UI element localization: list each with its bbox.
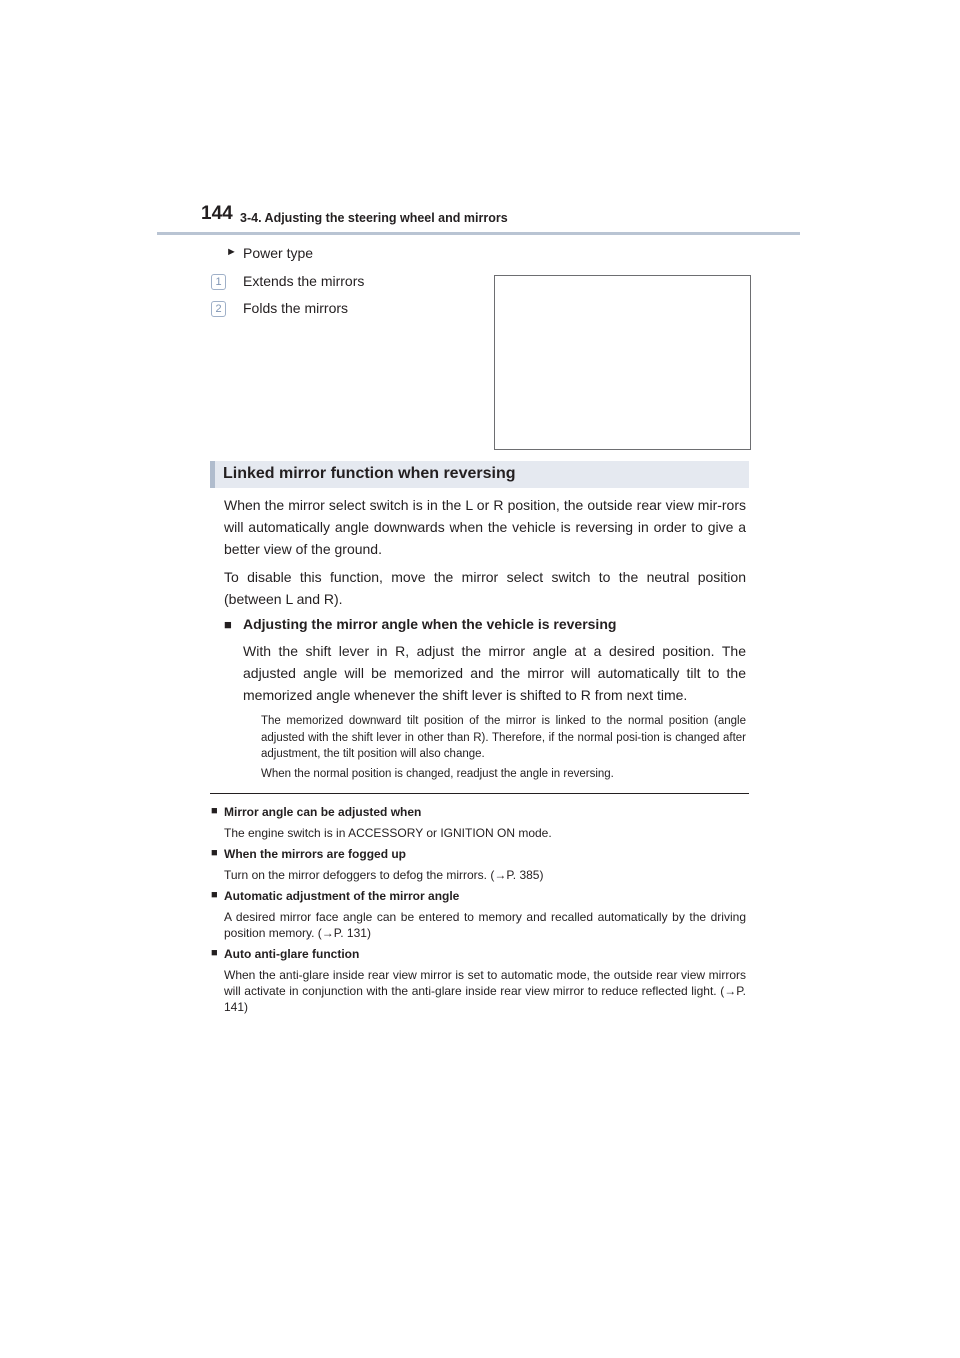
note-body: A desired mirror face angle can be entered to memory and recalled automatically by the driving position memory. (→P. 131): [224, 910, 746, 940]
header-rule: [157, 232, 800, 235]
paragraph: To disable this function, move the mirror select switch to the neutral position (between L and R).: [224, 569, 746, 607]
square-bullet-icon: ■: [211, 889, 218, 901]
note-paragraph: The memorized downward tilt position of the mirror is linked to the normal position (angle adjusted with the shift lever in other than R). Therefore, if the normal posi-tion is changed after adjustment, the tilt position will also change.: [261, 715, 746, 760]
square-bullet-icon: ■: [211, 847, 218, 859]
note-paragraph: When the normal position is changed, readjust the angle in reversing.: [261, 768, 614, 780]
sub-heading: Adjusting the mirror angle when the vehicle is reversing: [243, 616, 617, 632]
arrow-bullet-icon: ►: [226, 246, 237, 258]
square-bullet-icon: ■: [224, 617, 232, 632]
page-number: 144: [201, 203, 233, 224]
note-heading: Mirror angle can be adjusted when: [224, 805, 422, 819]
note-body: When the anti-glare inside rear view mirror is set to automatic mode, the outside rear view mirrors will activate in conjunction with the anti-glare inside rear view mirror to reduce reflected light. (→P. 141): [224, 968, 746, 1014]
note-heading: When the mirrors are fogged up: [224, 847, 407, 861]
section-heading: Linked mirror function when reversing: [223, 465, 516, 482]
note-body: Turn on the mirror defoggers to defog the mirrors. (→P. 385): [224, 868, 544, 882]
divider: [210, 793, 749, 794]
note-heading: Automatic adjustment of the mirror angle: [224, 889, 460, 903]
section-title: 3-4. Adjusting the steering wheel and mirrors: [240, 211, 508, 225]
step-number-badge: 1: [211, 274, 226, 290]
step-text: Extends the mirrors: [243, 273, 365, 289]
paragraph: When the mirror select switch is in the L or R position, the outside rear view mir-rors will automatically angle downwards when the vehicle is reversing in order to give a better view of the ground.: [224, 497, 746, 557]
paragraph: With the shift lever in R, adjust the mirror angle at a desired position. The adjusted angle will be memorized and the mirror will automatically tilt to the memorized angle whenever the shift lever is shifted to R from next time.: [243, 643, 746, 703]
step-number-badge: 2: [211, 301, 226, 317]
note-body: The engine switch is in ACCESSORY or IGNITION ON mode.: [224, 826, 552, 840]
power-type-label: Power type: [243, 245, 314, 261]
step-text: Folds the mirrors: [243, 300, 349, 316]
square-bullet-icon: ■: [211, 805, 218, 817]
note-heading: Auto anti-glare function: [224, 947, 360, 961]
mirror-illustration-frame: [494, 275, 751, 450]
square-bullet-icon: ■: [211, 947, 218, 959]
